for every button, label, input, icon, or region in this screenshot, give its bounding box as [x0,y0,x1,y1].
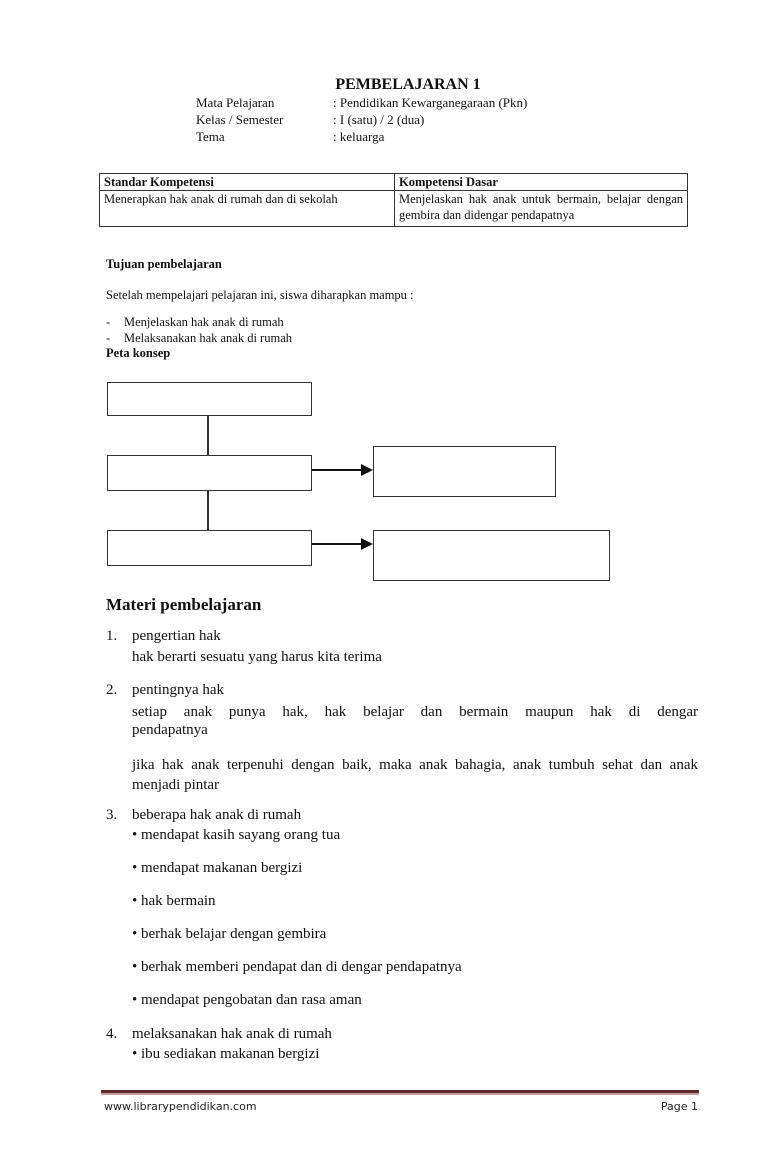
arrow-right-icon [361,538,373,550]
bullet-item: • mendapat makanan bergizi [132,860,303,876]
column-header-standard: Standar Kompetensi [100,174,395,191]
bullet-item: • ibu sediakan makanan bergizi [132,1046,320,1062]
standard-competency-cell: Menerapkan hak anak di rumah dan di sekolah [100,191,395,227]
list-item-paragraph-line1: setiap anak punya hak, hak belajar dan bermain maupun hak di dengar [132,704,698,720]
list-item-paragraph-line2: pendapatnya [132,722,208,738]
arrow-line [312,469,362,471]
objectives-intro: Setelah mempelajari pelajaran ini, siswa diharapkan mampu : [106,288,414,302]
concept-map-heading: Peta konsep [106,346,171,360]
dash-marker: - [106,315,111,329]
concept-box-5 [373,530,610,581]
concept-box-1 [107,382,312,416]
basic-competency-cell: Menjelaskan hak anak untuk bermain, belajar dengan gembira dan didengar pendapatnya [395,191,688,227]
bullet-item: • berhak memberi pendapat dan di dengar pendapatnya [132,959,462,975]
meta-label-theme: Tema [196,129,225,144]
materials-heading: Materi pembelajaran [106,595,262,614]
concept-box-3 [107,530,312,566]
page-title: PEMBELAJARAN 1 [335,76,481,93]
list-number: 3. [106,807,118,823]
concept-box-2 [107,455,312,491]
bullet-item: • mendapat pengobatan dan rasa aman [132,992,362,1008]
table-header-row [100,174,688,191]
objectives-heading: Tujuan pembelajaran [106,257,222,271]
list-item-title: melaksanakan hak anak di rumah [132,1026,332,1042]
column-header-basic: Kompetensi Dasar [395,174,688,191]
footer-website: www.librarypendidikan.com [104,1100,257,1113]
list-number: 4. [106,1026,118,1042]
dash-marker: - [106,331,111,345]
footer-divider [101,1090,699,1095]
page-number: Page 1 [660,1100,698,1113]
table-row [100,191,688,227]
list-number: 1. [106,628,118,644]
list-number: 2. [106,682,118,698]
arrow-line [312,543,362,545]
connector-line [207,415,209,455]
bullet-item: • mendapat kasih sayang orang tua [132,827,341,843]
competency-table [99,173,688,227]
objective-item: Menjelaskan hak anak di rumah [124,315,284,329]
meta-value-theme: : keluarga [333,129,385,144]
meta-label-subject: Mata Pelajaran [196,95,275,110]
bullet-item: • hak bermain [132,893,216,909]
list-item-paragraph: hak berarti sesuatu yang harus kita terima [132,649,382,665]
list-item-title: beberapa hak anak di rumah [132,807,302,823]
list-item-title: pentingnya hak [132,682,225,698]
meta-value-class: : I (satu) / 2 (dua) [333,112,425,127]
arrow-right-icon [361,464,373,476]
connector-line [207,490,209,530]
list-item-paragraph: jika hak anak terpenuhi dengan baik, maka anak bahagia, anak tumbuh sehat dan anak menjadi pintar [132,757,698,793]
meta-value-subject: : Pendidikan Kewarganegaraan (Pkn) [333,95,528,110]
bullet-item: • berhak belajar dengan gembira [132,926,327,942]
concept-box-4 [373,446,556,497]
objective-item: Melaksanakan hak anak di rumah [124,331,292,345]
list-item-title: pengertian hak [132,628,221,644]
meta-label-class: Kelas / Semester [196,112,284,127]
